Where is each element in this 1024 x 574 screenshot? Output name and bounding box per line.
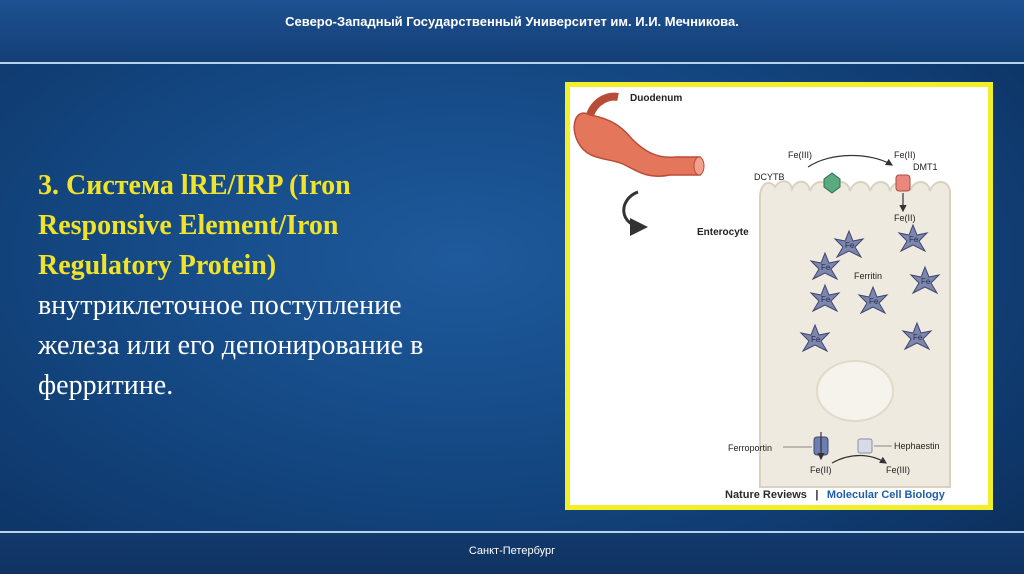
slide-description — [38, 286, 538, 406]
fe-label: Fe — [845, 241, 855, 250]
duodenum-stub — [590, 97, 618, 115]
fe-label: Fe — [811, 335, 821, 344]
nucleus — [817, 361, 893, 421]
label-fe2-top: Fe(II) — [894, 150, 916, 160]
label-fe2-bottom: Fe(II) — [810, 465, 832, 475]
hephaestin-protein — [858, 439, 872, 453]
description-line: ферритине. — [38, 370, 174, 401]
slide-body-text — [38, 166, 538, 406]
duodenum-end — [694, 157, 704, 175]
heading-line: 3. Система lRE/IRP (Iron — [38, 170, 351, 201]
header-title: Северо-Западный Государственный Университет им. И.И. Мечникова. — [285, 14, 739, 29]
credit-separator: | — [815, 489, 819, 501]
credit-section: Molecular Cell Biology — [826, 489, 945, 501]
label-dmt1: DMT1 — [913, 162, 938, 172]
fe-label: Fe — [921, 277, 931, 286]
fe-label: Fe — [869, 297, 879, 306]
label-enterocyte: Enterocyte — [697, 227, 749, 238]
label-fe3-top: Fe(III) — [788, 150, 812, 160]
fe-label: Fe — [913, 333, 923, 342]
fe-label: Fe — [909, 235, 919, 244]
label-ferroportin: Ferroportin — [728, 443, 773, 453]
iron-absorption-figure — [565, 82, 993, 510]
header-bar — [0, 0, 1024, 64]
label-hephaestin: Hephaestin — [894, 441, 940, 451]
duodenum-shape — [574, 113, 700, 176]
description-line: железа или его депонирование в — [38, 330, 424, 361]
fe-label: Fe — [821, 263, 831, 272]
footer-text: Санкт-Петербург — [468, 545, 556, 557]
label-fe3-bottom: Fe(III) — [886, 465, 910, 475]
description-line: внутриклеточное поступление — [38, 290, 402, 321]
dmt1-transporter — [896, 175, 910, 191]
label-ferritin: Ferritin — [854, 271, 883, 281]
credit-journal: Nature Reviews — [725, 489, 807, 501]
label-dcytb: DCYTB — [754, 172, 785, 182]
curved-arrow-icon — [624, 192, 645, 227]
slide-heading — [38, 166, 538, 286]
iron-absorption-diagram — [570, 87, 988, 505]
heading-line: Responsive Element/Iron — [38, 210, 339, 241]
arrow-fe3-to-fe2 — [808, 155, 892, 167]
label-duodenum: Duodenum — [630, 93, 683, 104]
label-fe2-inside: Fe(II) — [894, 213, 916, 223]
heading-line: Regulatory Protein) — [38, 250, 277, 281]
fe-label: Fe — [821, 295, 831, 304]
